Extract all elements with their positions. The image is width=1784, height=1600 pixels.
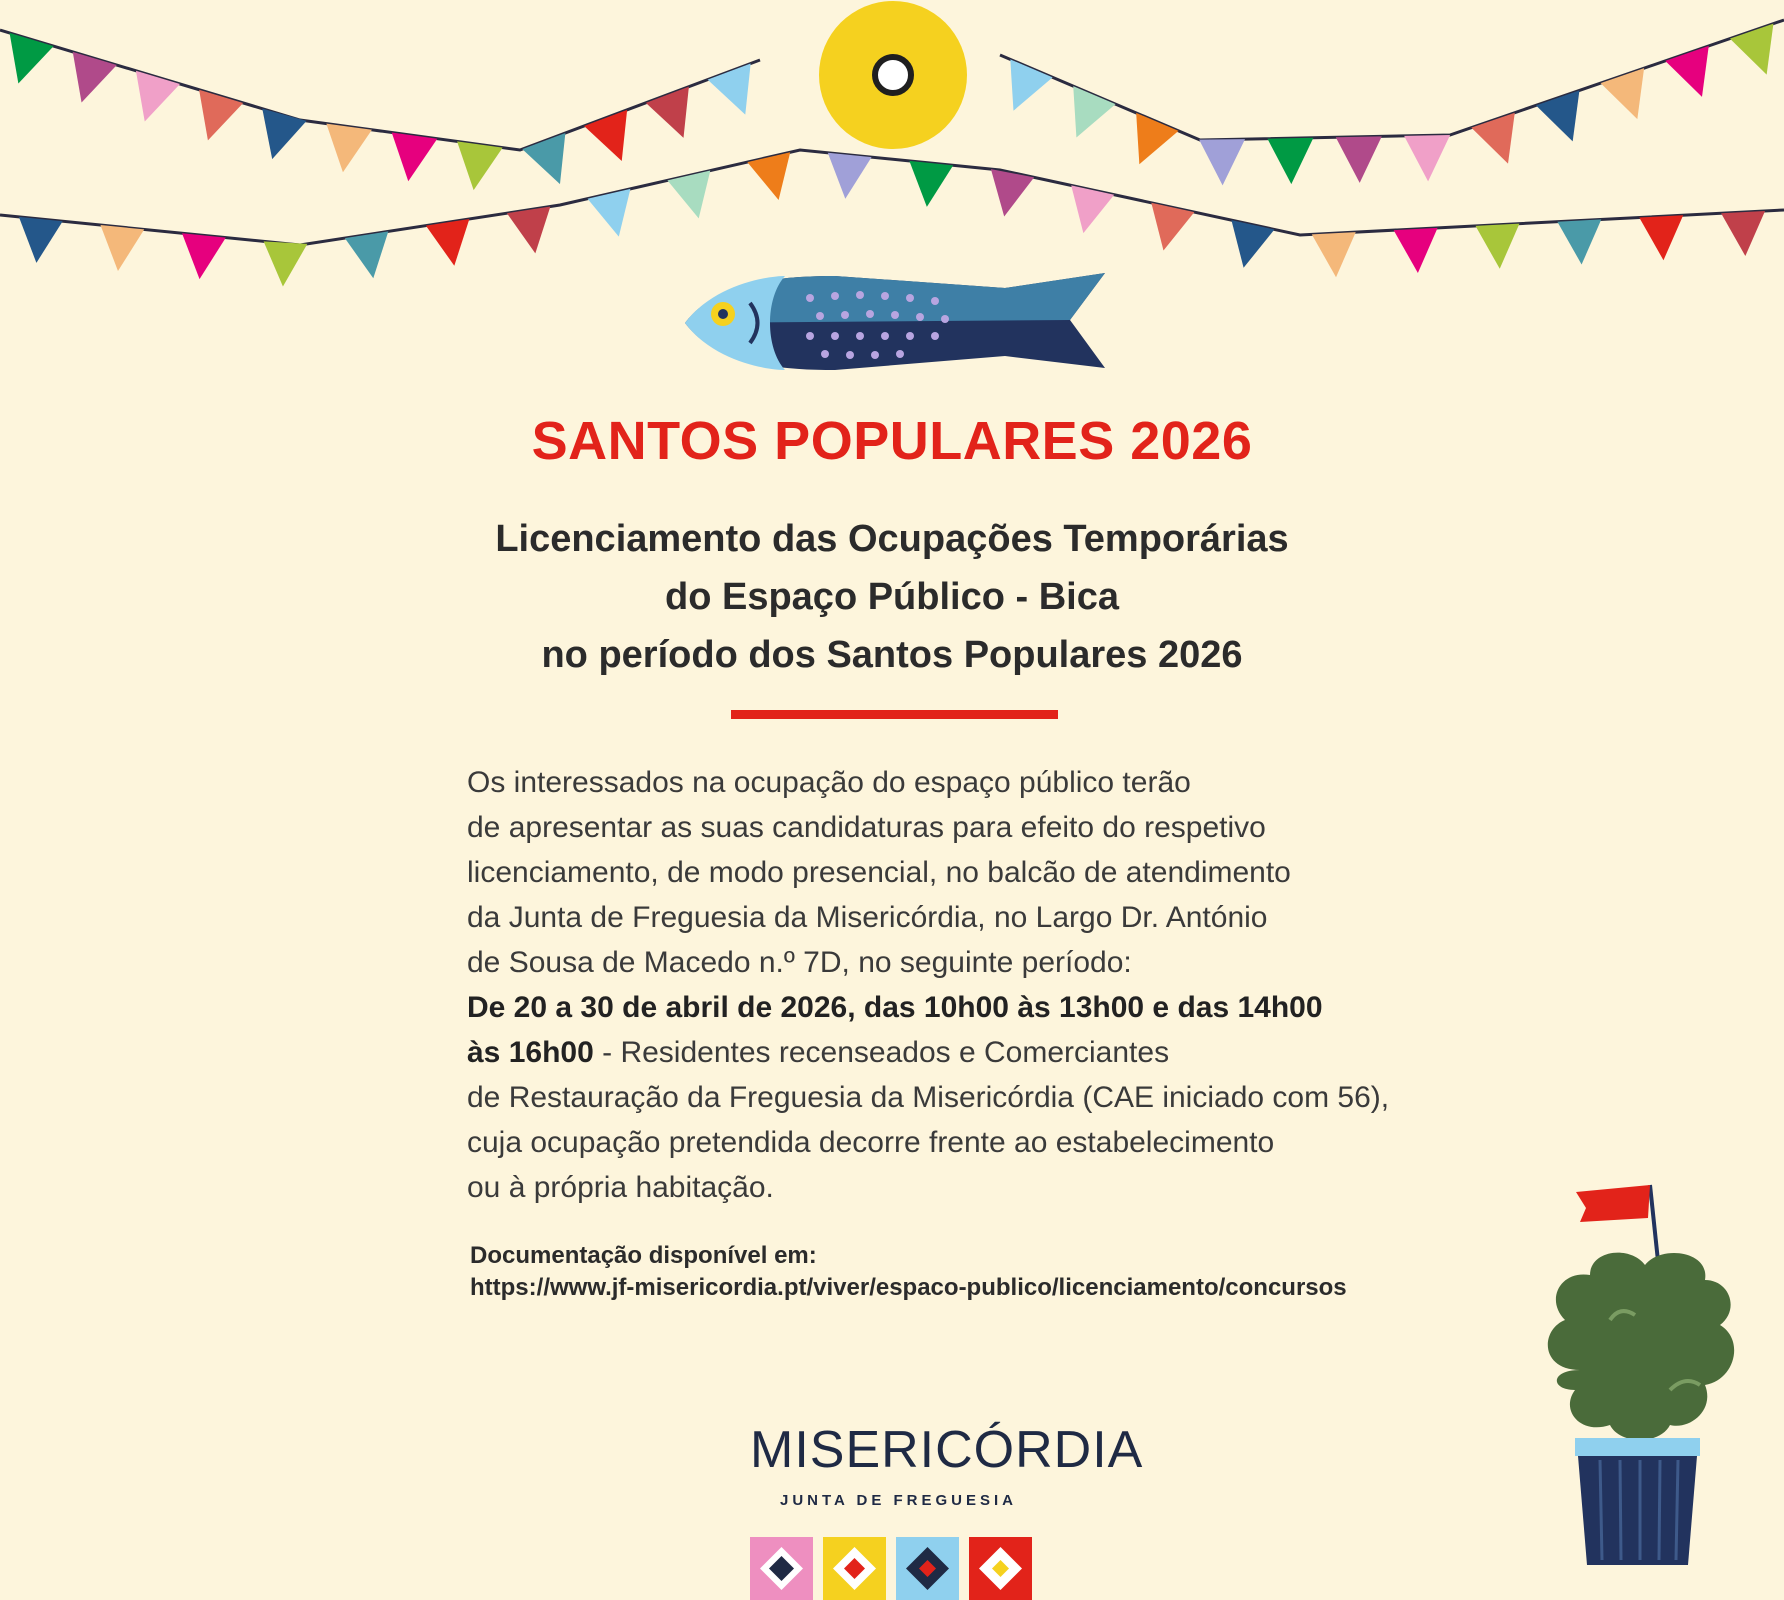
bunting-flag	[19, 217, 63, 263]
sardine-fish-icon	[675, 268, 1115, 378]
bunting-flag	[1639, 215, 1683, 260]
bunting-flag	[392, 133, 438, 182]
garland-string	[0, 30, 760, 150]
bunting-garlands	[0, 0, 1784, 300]
bunting-flag	[507, 206, 550, 253]
bunting-flag	[264, 241, 308, 286]
subtitle-line: Licenciamento das Ocupações Temporárias	[495, 518, 1289, 560]
body-line: de Restauração da Freguesia da Misericórdia (CAE iniciado com 56),	[467, 1081, 1390, 1114]
bunting-flag	[828, 153, 872, 199]
body-line: cuja ocupação pretendida decorre frente ao estabelecimento	[467, 1126, 1275, 1159]
bunting-flag	[991, 169, 1034, 216]
bunting-flag	[1312, 232, 1356, 277]
bunting-flag	[10, 33, 54, 84]
body-line: licenciamento, de modo presencial, no balcão de atendimento	[467, 856, 1291, 889]
documentation	[470, 1240, 1470, 1304]
body-line: Os interessados na ocupação do espaço público terão	[467, 766, 1191, 799]
bunting-flag	[909, 161, 953, 207]
subtitle-line: no período dos Santos Populares 2026	[541, 634, 1243, 676]
bunting-flag	[1471, 113, 1514, 164]
basil-plant-pot-icon	[1520, 1180, 1750, 1580]
bunting-flag	[1404, 135, 1450, 181]
title-divider	[731, 710, 1058, 719]
body-line: de Sousa de Macedo n.º 7D, no seguinte período:	[467, 946, 1132, 979]
body-line: ou à própria habitação.	[467, 1171, 774, 1204]
bunting-flag	[1336, 136, 1382, 182]
bunting-flag	[426, 219, 469, 266]
logo-subtitle: JUNTA DE FREGUESIA	[780, 1492, 1018, 1509]
bunting-flag	[1557, 219, 1601, 264]
tile-pattern-icon	[750, 1537, 1032, 1600]
period-end: às 16h00	[467, 1036, 594, 1069]
sun-ring-hole	[875, 57, 911, 93]
bunting-flag	[1199, 139, 1245, 185]
period-line-2	[467, 1030, 1467, 1075]
bunting-flag	[326, 124, 372, 173]
flag-icon	[1576, 1185, 1650, 1222]
bunting-flag	[1721, 211, 1765, 256]
bunting-flag	[1730, 24, 1773, 75]
body-text	[467, 760, 1467, 1210]
bunting-flag	[73, 52, 117, 103]
garland-string	[1000, 20, 1784, 140]
bunting-flag	[100, 225, 144, 271]
bunting-flag	[199, 90, 243, 141]
bunting-flag	[1476, 224, 1520, 269]
body-line: da Junta de Freguesia da Misericórdia, no Largo Dr. António	[467, 901, 1268, 934]
bunting-flag	[182, 233, 226, 279]
body-line: de apresentar as suas candidaturas para efeito do respetivo	[467, 811, 1266, 844]
logo-wordmark: MISERICÓRDIA	[750, 1421, 1144, 1479]
bunting-flag	[1536, 90, 1579, 141]
subtitle-line: do Espaço Público - Bica	[665, 576, 1119, 618]
bunting-flag	[262, 109, 306, 159]
subtitle	[0, 510, 1784, 684]
period-line: De 20 a 30 de abril de 2026, das 10h00 às 13h00 e das 14h00	[467, 991, 1323, 1024]
bunting-flag	[1267, 138, 1313, 184]
bunting-flag	[1394, 228, 1438, 273]
documentation-link[interactable]: https://www.jf-misericordia.pt/viver/espaco-publico/licenciamento/concursos	[470, 1274, 1347, 1301]
documentation-label: Documentação disponível em:	[470, 1242, 817, 1269]
bunting-flag	[136, 71, 180, 122]
bunting-flag	[1665, 46, 1708, 97]
page-title: SANTOS POPULARES 2026	[531, 411, 1253, 471]
bunting-flag	[1601, 68, 1644, 119]
period-rest: - Residentes recenseados e Comerciantes	[593, 1036, 1170, 1069]
bunting-flag	[457, 141, 503, 190]
garland-string	[0, 150, 1784, 245]
bunting-flag	[345, 231, 388, 278]
logo	[740, 1420, 1144, 1515]
